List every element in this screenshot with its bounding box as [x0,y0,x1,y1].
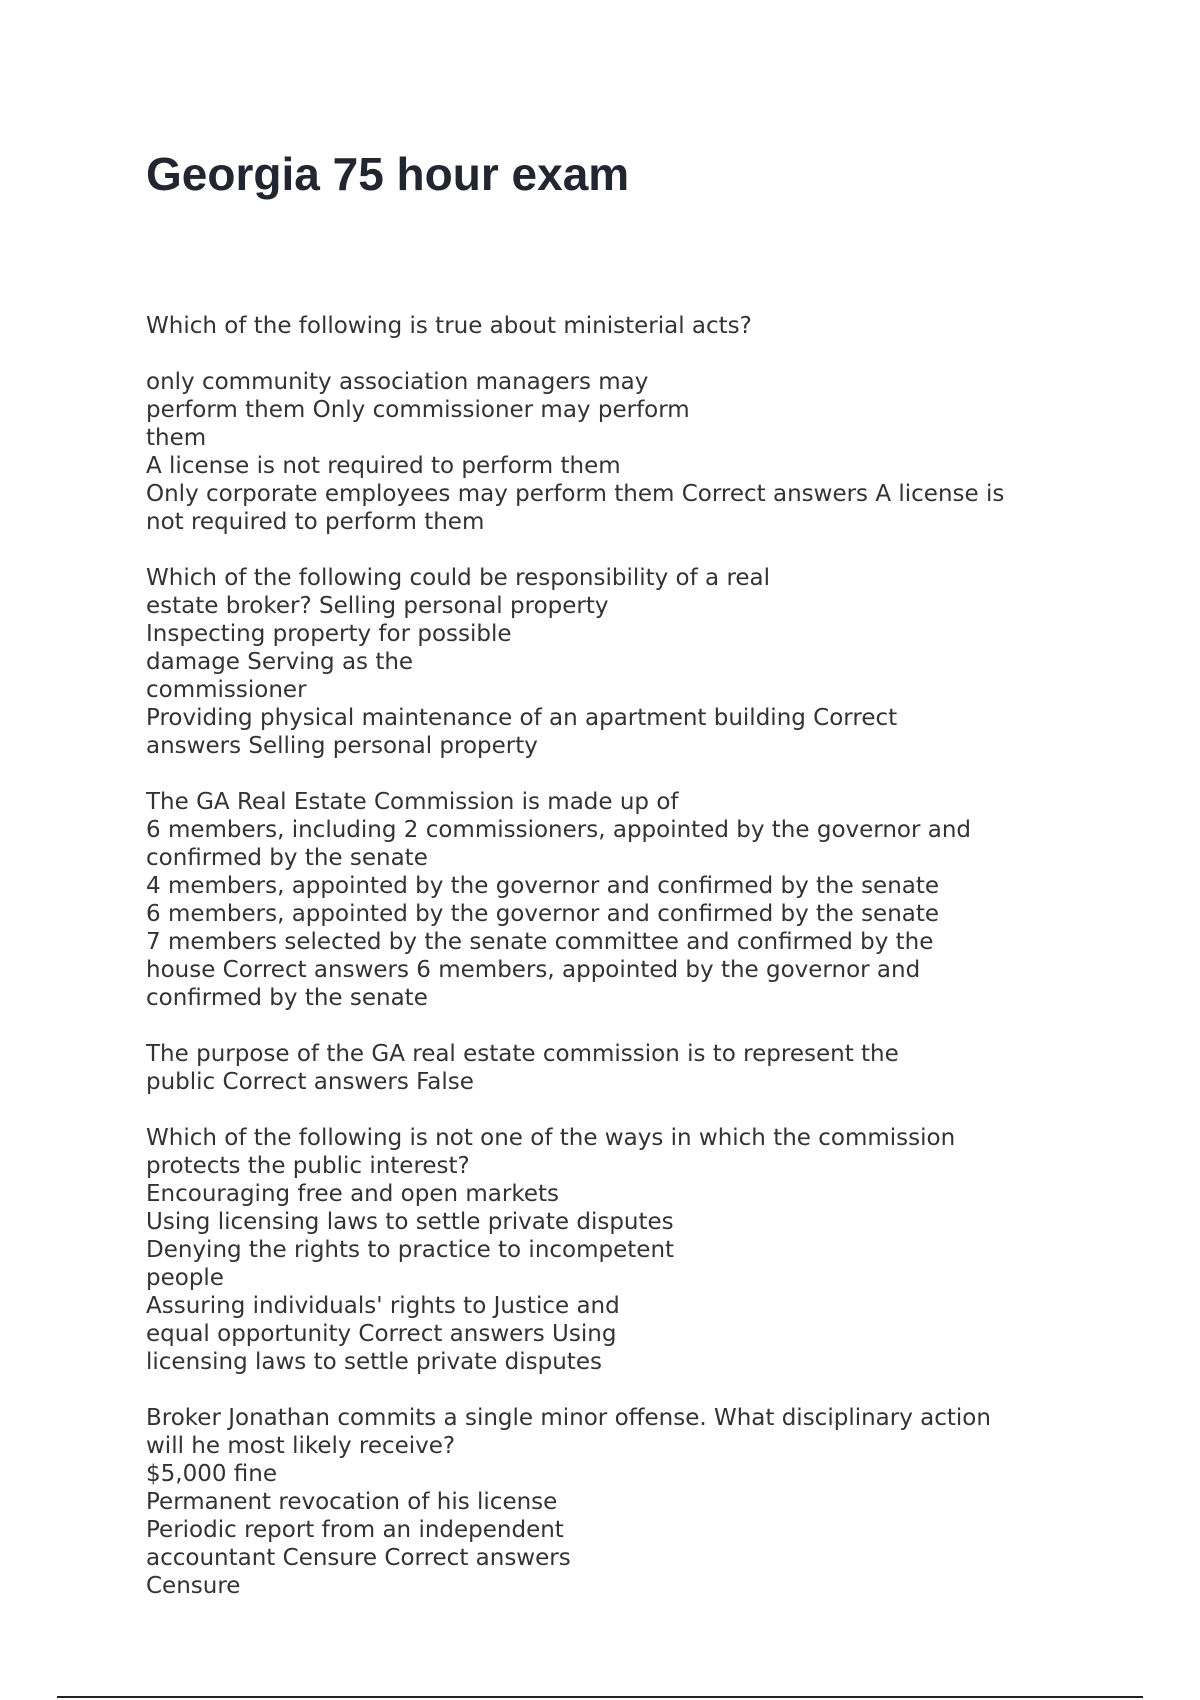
text-line: 6 members, appointed by the governor and confirmed by the senate [146,901,940,927]
text-line: damage Serving as the [146,649,414,675]
question-intro [146,312,1086,340]
footer-divider [57,1696,1143,1698]
text-line: licensing laws to settle private disputes [146,1349,602,1375]
text-line: only community association managers may [146,369,649,395]
document-body [146,312,1086,1628]
answer-block-ministerial-acts [146,368,1086,536]
question-disciplinary-action [146,1404,1086,1600]
text-line: Permanent revocation of his license [146,1489,558,1515]
text-line: $5,000 fine [146,1461,278,1487]
text-line: The purpose of the GA real estate commission is to represent the [146,1041,899,1067]
text-line: will he most likely receive? [146,1433,456,1459]
text-line: protects the public interest? [146,1153,470,1179]
document-title: Georgia 75 hour exam [146,148,630,200]
text-line: Broker Jonathan commits a single minor offense. What disciplinary action [146,1405,991,1431]
question-commission-members [146,788,1086,1012]
text-line: not required to perform them [146,509,485,535]
text-line: answers Selling personal property [146,733,538,759]
text-line: commissioner [146,677,307,703]
text-line: confirmed by the senate [146,845,428,871]
text-line: house Correct answers 6 members, appointed by the governor and [146,957,921,983]
text-line: perform them Only commissioner may perform [146,397,690,423]
text-line: Using licensing laws to settle private disputes [146,1209,674,1235]
text-line: people [146,1265,224,1291]
text-line: Encouraging free and open markets [146,1181,559,1207]
text-line: accountant Censure Correct answers [146,1545,571,1571]
text-line: 7 members selected by the senate committee and confirmed by the [146,929,934,955]
text-line: Inspecting property for possible [146,621,512,647]
text-line: them [146,425,207,451]
text-line: Which of the following could be responsibility of a real [146,565,771,591]
text-line: Denying the rights to practice to incompetent [146,1237,675,1263]
text-line: 4 members, appointed by the governor and confirmed by the senate [146,873,940,899]
text-line: Which of the following is not one of the ways in which the commission [146,1125,956,1151]
text-line: The GA Real Estate Commission is made up of [146,789,679,815]
text-line: confirmed by the senate [146,985,428,1011]
text-line: Which of the following is true about ministerial acts? [146,313,752,339]
text-line: Censure [146,1573,241,1599]
question-broker-responsibility [146,564,1086,760]
text-line: public Correct answers False [146,1069,474,1095]
question-public-interest [146,1124,1086,1376]
text-line: Assuring individuals' rights to Justice and [146,1293,620,1319]
text-line: Only corporate employees may perform them Correct answers A license is [146,481,1005,507]
text-line: Providing physical maintenance of an apartment building Correct [146,705,898,731]
text-line: Periodic report from an independent [146,1517,564,1543]
text-line: estate broker? Selling personal property [146,593,609,619]
text-line: 6 members, including 2 commissioners, appointed by the governor and [146,817,972,843]
question-commission-purpose [146,1040,1086,1096]
text-line: A license is not required to perform them [146,453,621,479]
text-line: equal opportunity Correct answers Using [146,1321,617,1347]
